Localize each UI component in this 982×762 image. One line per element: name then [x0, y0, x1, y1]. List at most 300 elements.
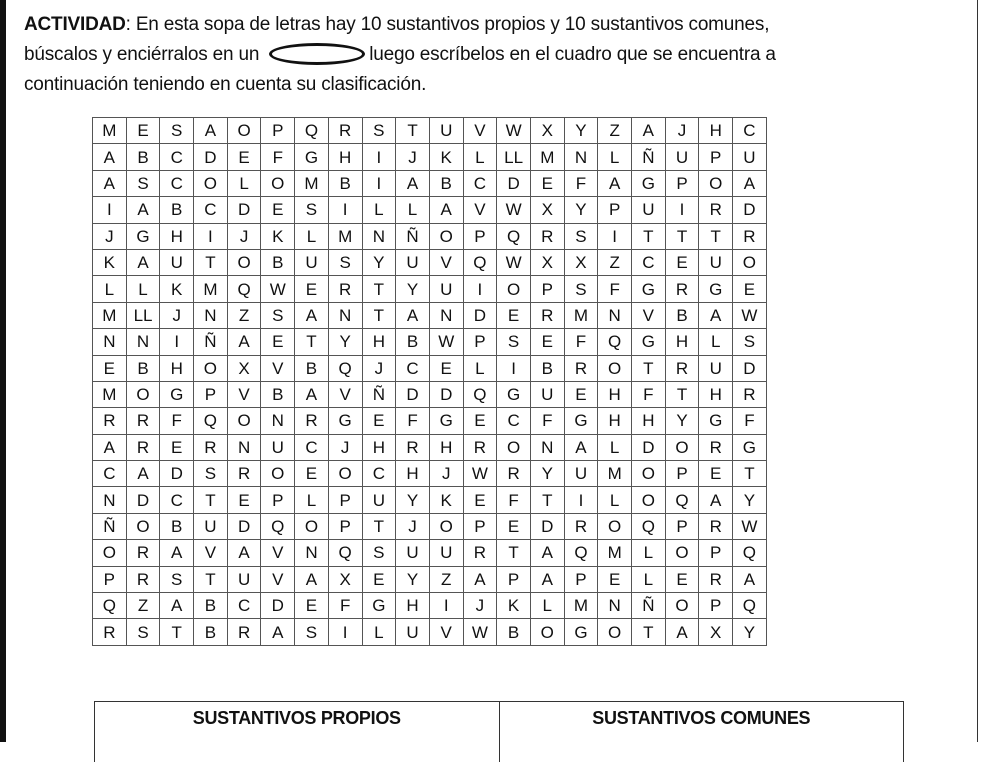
grid-cell[interactable]: M	[93, 118, 127, 144]
grid-cell[interactable]: O	[429, 513, 463, 539]
grid-cell[interactable]: S	[126, 619, 160, 645]
grid-cell[interactable]: P	[194, 381, 228, 407]
grid-cell[interactable]: T	[160, 619, 194, 645]
grid-cell[interactable]: I	[598, 223, 632, 249]
grid-cell[interactable]: J	[396, 513, 430, 539]
grid-cell[interactable]: X	[530, 249, 564, 275]
grid-cell[interactable]: D	[227, 197, 261, 223]
grid-cell[interactable]: R	[463, 434, 497, 460]
grid-cell[interactable]: R	[699, 434, 733, 460]
grid-cell[interactable]: R	[396, 434, 430, 460]
grid-cell[interactable]: D	[227, 513, 261, 539]
grid-cell[interactable]: Ñ	[362, 381, 396, 407]
grid-cell[interactable]: N	[295, 540, 329, 566]
grid-cell[interactable]: Q	[463, 381, 497, 407]
grid-cell[interactable]: P	[93, 566, 127, 592]
grid-cell[interactable]: P	[328, 513, 362, 539]
grid-cell[interactable]: S	[564, 223, 598, 249]
grid-cell[interactable]: G	[295, 144, 329, 170]
grid-cell[interactable]: O	[126, 513, 160, 539]
grid-cell[interactable]: T	[632, 355, 666, 381]
grid-cell[interactable]: U	[396, 540, 430, 566]
grid-cell[interactable]: L	[632, 566, 666, 592]
grid-cell[interactable]: U	[295, 249, 329, 275]
grid-cell[interactable]: J	[160, 302, 194, 328]
grid-cell[interactable]: W	[733, 302, 767, 328]
grid-cell[interactable]: M	[564, 593, 598, 619]
grid-cell[interactable]: Q	[328, 540, 362, 566]
grid-cell[interactable]: M	[93, 381, 127, 407]
grid-cell[interactable]: P	[699, 540, 733, 566]
grid-cell[interactable]: S	[160, 118, 194, 144]
grid-cell[interactable]: F	[564, 170, 598, 196]
grid-cell[interactable]: N	[564, 144, 598, 170]
grid-cell[interactable]: D	[429, 381, 463, 407]
grid-cell[interactable]: O	[632, 487, 666, 513]
grid-cell[interactable]: E	[598, 566, 632, 592]
grid-cell[interactable]: B	[295, 355, 329, 381]
grid-cell[interactable]: O	[227, 249, 261, 275]
grid-cell[interactable]: H	[160, 355, 194, 381]
grid-cell[interactable]: A	[160, 593, 194, 619]
grid-cell[interactable]: Y	[665, 408, 699, 434]
grid-cell[interactable]: W	[497, 118, 531, 144]
grid-cell[interactable]: B	[530, 355, 564, 381]
grid-cell[interactable]: E	[362, 566, 396, 592]
grid-cell[interactable]: R	[733, 223, 767, 249]
grid-cell[interactable]: E	[261, 197, 295, 223]
grid-cell[interactable]: V	[261, 540, 295, 566]
grid-cell[interactable]: T	[699, 223, 733, 249]
grid-cell[interactable]: X	[699, 619, 733, 645]
grid-cell[interactable]: U	[396, 249, 430, 275]
grid-cell[interactable]: T	[362, 276, 396, 302]
grid-cell[interactable]: O	[429, 223, 463, 249]
grid-cell[interactable]: R	[665, 355, 699, 381]
grid-cell[interactable]: E	[227, 144, 261, 170]
grid-cell[interactable]: Y	[328, 329, 362, 355]
grid-cell[interactable]: Q	[497, 223, 531, 249]
grid-cell[interactable]: L	[598, 487, 632, 513]
grid-cell[interactable]: K	[160, 276, 194, 302]
grid-cell[interactable]: S	[328, 249, 362, 275]
grid-cell[interactable]: E	[530, 170, 564, 196]
grid-cell[interactable]: U	[429, 118, 463, 144]
grid-cell[interactable]: E	[227, 487, 261, 513]
grid-cell[interactable]: A	[463, 566, 497, 592]
grid-cell[interactable]: E	[733, 276, 767, 302]
grid-cell[interactable]: O	[530, 619, 564, 645]
grid-cell[interactable]: S	[261, 302, 295, 328]
grid-cell[interactable]: Y	[733, 619, 767, 645]
grid-cell[interactable]: F	[396, 408, 430, 434]
grid-cell[interactable]: V	[463, 197, 497, 223]
grid-cell[interactable]: R	[126, 434, 160, 460]
grid-cell[interactable]: I	[429, 593, 463, 619]
grid-cell[interactable]: U	[227, 566, 261, 592]
grid-cell[interactable]: O	[227, 408, 261, 434]
grid-cell[interactable]: U	[665, 144, 699, 170]
grid-cell[interactable]: O	[598, 355, 632, 381]
grid-cell[interactable]: Ñ	[194, 329, 228, 355]
grid-cell[interactable]: L	[295, 223, 329, 249]
grid-cell[interactable]: G	[497, 381, 531, 407]
grid-cell[interactable]: T	[632, 223, 666, 249]
grid-cell[interactable]: R	[194, 434, 228, 460]
grid-cell[interactable]: L	[530, 593, 564, 619]
grid-cell[interactable]: P	[665, 461, 699, 487]
grid-cell[interactable]: T	[295, 329, 329, 355]
grid-cell[interactable]: A	[396, 170, 430, 196]
grid-cell[interactable]: W	[497, 197, 531, 223]
grid-cell[interactable]: S	[362, 540, 396, 566]
grid-cell[interactable]: E	[463, 408, 497, 434]
grid-cell[interactable]: Y	[396, 487, 430, 513]
grid-cell[interactable]: F	[733, 408, 767, 434]
grid-cell[interactable]: G	[699, 408, 733, 434]
grid-cell[interactable]: T	[665, 381, 699, 407]
grid-cell[interactable]: U	[564, 461, 598, 487]
grid-cell[interactable]: T	[362, 302, 396, 328]
grid-cell[interactable]: Q	[295, 118, 329, 144]
grid-cell[interactable]: J	[328, 434, 362, 460]
grid-cell[interactable]: Q	[564, 540, 598, 566]
grid-cell[interactable]: N	[93, 487, 127, 513]
grid-cell[interactable]: A	[227, 329, 261, 355]
grid-cell[interactable]: F	[632, 381, 666, 407]
grid-cell[interactable]: U	[194, 513, 228, 539]
grid-cell[interactable]: Y	[530, 461, 564, 487]
grid-cell[interactable]: LL	[497, 144, 531, 170]
grid-cell[interactable]: E	[261, 329, 295, 355]
grid-cell[interactable]: L	[362, 197, 396, 223]
grid-cell[interactable]: N	[530, 434, 564, 460]
grid-cell[interactable]: Z	[126, 593, 160, 619]
grid-cell[interactable]: S	[733, 329, 767, 355]
grid-cell[interactable]: J	[396, 144, 430, 170]
grid-cell[interactable]: Q	[227, 276, 261, 302]
grid-cell[interactable]: U	[396, 619, 430, 645]
grid-cell[interactable]: R	[328, 118, 362, 144]
grid-cell[interactable]: C	[160, 170, 194, 196]
grid-cell[interactable]: S	[194, 461, 228, 487]
grid-cell[interactable]: N	[429, 302, 463, 328]
grid-cell[interactable]: N	[261, 408, 295, 434]
grid-cell[interactable]: P	[530, 276, 564, 302]
grid-cell[interactable]: A	[261, 619, 295, 645]
grid-cell[interactable]: A	[530, 566, 564, 592]
grid-cell[interactable]: A	[733, 170, 767, 196]
grid-cell[interactable]: V	[463, 118, 497, 144]
grid-cell[interactable]: Q	[733, 540, 767, 566]
grid-cell[interactable]: M	[598, 461, 632, 487]
grid-cell[interactable]: B	[261, 381, 295, 407]
grid-cell[interactable]: A	[699, 302, 733, 328]
grid-cell[interactable]: B	[194, 593, 228, 619]
grid-cell[interactable]: P	[564, 566, 598, 592]
grid-cell[interactable]: S	[497, 329, 531, 355]
grid-cell[interactable]: A	[126, 197, 160, 223]
grid-cell[interactable]: L	[463, 144, 497, 170]
grid-cell[interactable]: Q	[598, 329, 632, 355]
grid-cell[interactable]: R	[93, 408, 127, 434]
grid-cell[interactable]: N	[93, 329, 127, 355]
grid-cell[interactable]: M	[295, 170, 329, 196]
grid-cell[interactable]: A	[93, 144, 127, 170]
grid-cell[interactable]: L	[227, 170, 261, 196]
grid-cell[interactable]: G	[564, 619, 598, 645]
grid-cell[interactable]: D	[733, 197, 767, 223]
grid-cell[interactable]: P	[463, 223, 497, 249]
grid-cell[interactable]: H	[429, 434, 463, 460]
grid-cell[interactable]: I	[497, 355, 531, 381]
grid-cell[interactable]: D	[530, 513, 564, 539]
grid-cell[interactable]: N	[194, 302, 228, 328]
grid-cell[interactable]: R	[530, 302, 564, 328]
grid-cell[interactable]: R	[328, 276, 362, 302]
grid-cell[interactable]: K	[429, 144, 463, 170]
grid-cell[interactable]: A	[295, 381, 329, 407]
grid-cell[interactable]: Y	[564, 118, 598, 144]
grid-cell[interactable]: H	[699, 118, 733, 144]
grid-cell[interactable]: R	[126, 408, 160, 434]
grid-cell[interactable]: C	[396, 355, 430, 381]
grid-cell[interactable]: E	[665, 566, 699, 592]
grid-cell[interactable]: E	[665, 249, 699, 275]
grid-cell[interactable]: B	[160, 197, 194, 223]
grid-cell[interactable]: B	[261, 249, 295, 275]
grid-cell[interactable]: T	[362, 513, 396, 539]
grid-cell[interactable]: K	[93, 249, 127, 275]
grid-cell[interactable]: N	[598, 302, 632, 328]
grid-cell[interactable]: I	[362, 144, 396, 170]
grid-cell[interactable]: A	[699, 487, 733, 513]
grid-cell[interactable]: B	[665, 302, 699, 328]
grid-cell[interactable]: P	[497, 566, 531, 592]
grid-cell[interactable]: N	[598, 593, 632, 619]
grid-cell[interactable]: R	[564, 513, 598, 539]
grid-cell[interactable]: D	[194, 144, 228, 170]
grid-cell[interactable]: Ñ	[632, 593, 666, 619]
grid-cell[interactable]: T	[194, 249, 228, 275]
grid-cell[interactable]: Y	[733, 487, 767, 513]
grid-cell[interactable]: I	[362, 170, 396, 196]
grid-cell[interactable]: T	[497, 540, 531, 566]
grid-cell[interactable]: L	[598, 144, 632, 170]
grid-cell[interactable]: Z	[598, 249, 632, 275]
grid-cell[interactable]: J	[463, 593, 497, 619]
grid-cell[interactable]: P	[665, 513, 699, 539]
grid-cell[interactable]: O	[632, 461, 666, 487]
grid-cell[interactable]: H	[665, 329, 699, 355]
grid-cell[interactable]: F	[160, 408, 194, 434]
grid-cell[interactable]: E	[497, 302, 531, 328]
grid-cell[interactable]: R	[699, 513, 733, 539]
grid-cell[interactable]: V	[261, 355, 295, 381]
grid-cell[interactable]: Z	[429, 566, 463, 592]
grid-cell[interactable]: V	[227, 381, 261, 407]
grid-cell[interactable]: M	[564, 302, 598, 328]
grid-cell[interactable]: B	[429, 170, 463, 196]
grid-cell[interactable]: J	[665, 118, 699, 144]
grid-cell[interactable]: C	[160, 487, 194, 513]
grid-cell[interactable]: O	[295, 513, 329, 539]
grid-cell[interactable]: O	[665, 434, 699, 460]
grid-cell[interactable]: G	[632, 170, 666, 196]
grid-cell[interactable]: K	[261, 223, 295, 249]
grid-cell[interactable]: O	[497, 434, 531, 460]
grid-cell[interactable]: F	[261, 144, 295, 170]
grid-cell[interactable]: C	[362, 461, 396, 487]
grid-cell[interactable]: B	[328, 170, 362, 196]
grid-cell[interactable]: I	[93, 197, 127, 223]
grid-cell[interactable]: F	[598, 276, 632, 302]
grid-cell[interactable]: A	[227, 540, 261, 566]
grid-cell[interactable]: G	[362, 593, 396, 619]
grid-cell[interactable]: C	[194, 197, 228, 223]
grid-cell[interactable]: P	[261, 118, 295, 144]
grid-cell[interactable]: D	[126, 487, 160, 513]
grid-cell[interactable]: T	[194, 566, 228, 592]
grid-cell[interactable]: D	[396, 381, 430, 407]
grid-cell[interactable]: E	[564, 381, 598, 407]
grid-cell[interactable]: M	[598, 540, 632, 566]
grid-cell[interactable]: U	[362, 487, 396, 513]
grid-cell[interactable]: W	[261, 276, 295, 302]
grid-cell[interactable]: N	[362, 223, 396, 249]
grid-cell[interactable]: V	[328, 381, 362, 407]
grid-cell[interactable]: T	[733, 461, 767, 487]
grid-cell[interactable]: X	[564, 249, 598, 275]
grid-cell[interactable]: N	[126, 329, 160, 355]
grid-cell[interactable]: I	[564, 487, 598, 513]
grid-cell[interactable]: O	[93, 540, 127, 566]
grid-cell[interactable]: N	[227, 434, 261, 460]
grid-cell[interactable]: Q	[665, 487, 699, 513]
grid-cell[interactable]: O	[194, 170, 228, 196]
grid-cell[interactable]: P	[261, 487, 295, 513]
grid-cell[interactable]: T	[665, 223, 699, 249]
grid-cell[interactable]: LL	[126, 302, 160, 328]
grid-cell[interactable]: W	[497, 249, 531, 275]
grid-cell[interactable]: D	[463, 302, 497, 328]
grid-cell[interactable]: D	[632, 434, 666, 460]
grid-cell[interactable]: R	[733, 381, 767, 407]
grid-cell[interactable]: A	[160, 540, 194, 566]
grid-cell[interactable]: T	[396, 118, 430, 144]
grid-cell[interactable]: Q	[261, 513, 295, 539]
grid-cell[interactable]: G	[733, 434, 767, 460]
grid-cell[interactable]: K	[497, 593, 531, 619]
grid-cell[interactable]: S	[564, 276, 598, 302]
grid-cell[interactable]: O	[733, 249, 767, 275]
grid-cell[interactable]: O	[598, 513, 632, 539]
grid-cell[interactable]: E	[160, 434, 194, 460]
grid-cell[interactable]: X	[530, 118, 564, 144]
grid-cell[interactable]: G	[632, 329, 666, 355]
grid-cell[interactable]: Q	[93, 593, 127, 619]
grid-cell[interactable]: R	[227, 461, 261, 487]
grid-cell[interactable]: R	[93, 619, 127, 645]
grid-cell[interactable]: Q	[463, 249, 497, 275]
grid-cell[interactable]: U	[261, 434, 295, 460]
grid-cell[interactable]: E	[295, 276, 329, 302]
grid-cell[interactable]: V	[194, 540, 228, 566]
grid-cell[interactable]: U	[699, 249, 733, 275]
grid-cell[interactable]: D	[261, 593, 295, 619]
grid-cell[interactable]: U	[632, 197, 666, 223]
grid-cell[interactable]: J	[227, 223, 261, 249]
grid-cell[interactable]: A	[126, 249, 160, 275]
grid-cell[interactable]: S	[295, 197, 329, 223]
grid-cell[interactable]: X	[328, 566, 362, 592]
grid-cell[interactable]: E	[93, 355, 127, 381]
grid-cell[interactable]: L	[362, 619, 396, 645]
grid-cell[interactable]: G	[699, 276, 733, 302]
grid-cell[interactable]: G	[632, 276, 666, 302]
grid-cell[interactable]: T	[632, 619, 666, 645]
grid-cell[interactable]: G	[328, 408, 362, 434]
grid-cell[interactable]: L	[295, 487, 329, 513]
grid-cell[interactable]: F	[328, 593, 362, 619]
grid-cell[interactable]: P	[665, 170, 699, 196]
grid-cell[interactable]: L	[699, 329, 733, 355]
grid-cell[interactable]: V	[429, 619, 463, 645]
grid-cell[interactable]: V	[261, 566, 295, 592]
grid-cell[interactable]: H	[362, 329, 396, 355]
grid-cell[interactable]: E	[295, 461, 329, 487]
grid-cell[interactable]: I	[328, 197, 362, 223]
grid-cell[interactable]: U	[530, 381, 564, 407]
grid-cell[interactable]: E	[429, 355, 463, 381]
grid-cell[interactable]: L	[598, 434, 632, 460]
grid-cell[interactable]: A	[396, 302, 430, 328]
grid-cell[interactable]: D	[733, 355, 767, 381]
grid-cell[interactable]: O	[126, 381, 160, 407]
grid-cell[interactable]: A	[665, 619, 699, 645]
grid-cell[interactable]: E	[530, 329, 564, 355]
grid-cell[interactable]: C	[160, 144, 194, 170]
grid-cell[interactable]: O	[261, 170, 295, 196]
grid-cell[interactable]: O	[665, 593, 699, 619]
grid-cell[interactable]: M	[328, 223, 362, 249]
grid-cell[interactable]: E	[463, 487, 497, 513]
grid-cell[interactable]: X	[530, 197, 564, 223]
grid-cell[interactable]: O	[227, 118, 261, 144]
grid-cell[interactable]: J	[362, 355, 396, 381]
grid-cell[interactable]: R	[665, 276, 699, 302]
grid-cell[interactable]: P	[699, 593, 733, 619]
grid-cell[interactable]: P	[463, 513, 497, 539]
grid-cell[interactable]: A	[93, 170, 127, 196]
grid-cell[interactable]: K	[429, 487, 463, 513]
grid-cell[interactable]: Y	[362, 249, 396, 275]
grid-cell[interactable]: E	[295, 593, 329, 619]
grid-cell[interactable]: Q	[328, 355, 362, 381]
grid-cell[interactable]: J	[93, 223, 127, 249]
grid-cell[interactable]: W	[463, 619, 497, 645]
grid-cell[interactable]: A	[126, 461, 160, 487]
grid-cell[interactable]: R	[699, 566, 733, 592]
grid-cell[interactable]: O	[699, 170, 733, 196]
grid-cell[interactable]: R	[295, 408, 329, 434]
grid-cell[interactable]: S	[295, 619, 329, 645]
grid-cell[interactable]: R	[699, 197, 733, 223]
grid-cell[interactable]: X	[227, 355, 261, 381]
grid-cell[interactable]: A	[598, 170, 632, 196]
grid-cell[interactable]: G	[429, 408, 463, 434]
grid-cell[interactable]: I	[194, 223, 228, 249]
